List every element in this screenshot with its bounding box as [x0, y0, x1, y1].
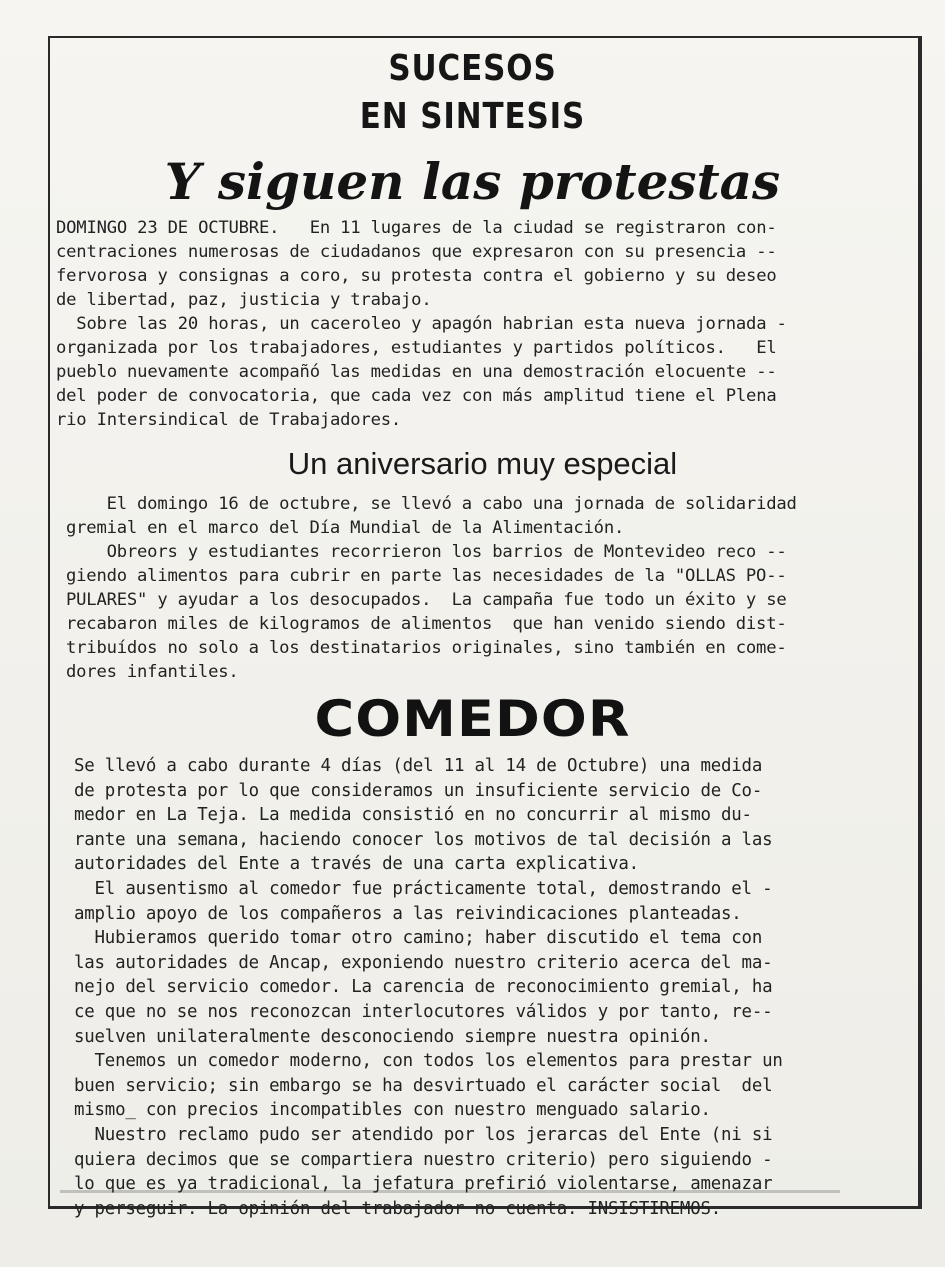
- main-headline: Y siguen las protestas: [164, 152, 781, 211]
- article-aniversario-body: El domingo 16 de octubre, se llevó a cabo una jornada de solidaridad gremial en el marco del Día Mundial de la Alimentación. Obreors y estudiantes recorrieron los barrios de Montevideo reco -- giendo alimentos para cubrir en parte las necesidades de la "OLLAS PO-- PULARES" y ayudar a los desocupados. La campaña fue todo un éxito y se recabaron miles de kilogramos de alimentos que han venido siendo dist- tribuídos no solo a los destinatarios originales, sino también en come- dores infantiles.: [66, 494, 797, 682]
- article-protestas-body: DOMINGO 23 DE OCTUBRE. En 11 lugares de la ciudad se registraron con- centraciones numerosas de ciudadanos que expresaron con su presencia -- fervorosa y consignas a coro, su protesta contra el gobierno y su deseo de libertad, paz, justicia y trabajo. Sobre las 20 horas, un caceroleo y apagón habrian esta nueva jornada - organizada por los trabajadores, estudiantes y partidos políticos. El pueblo nuevamente acompañó las medidas en una demostración elocuente -- del poder de convocatoria, que cada vez con más amplitud tiene el Plena rio Intersindical de Trabajadores.: [56, 218, 787, 430]
- article-comedor-title: COMEDOR: [314, 690, 631, 748]
- underline-smudge: [60, 1190, 840, 1193]
- article-aniversario-title: Un aniversario muy especial: [287, 446, 678, 481]
- section-kicker-line2: EN SINTESIS: [359, 96, 586, 137]
- article-comedor-body: Se llevó a cabo durante 4 días (del 11 al 14 de Octubre) una medida de protesta por lo que consideramos un insuficiente servicio de Co- medor en La Teja. La medida consistió en no concurrir al mismo du- rante una semana, haciendo conocer los motivos de tal decisión a las autoridades del Ente a través de una carta explicativa. El ausentismo al comedor fue prácticamente total, demostrando el - amplio apoyo de los compañeros a las reivindicaciones planteadas. Hubieramos querido tomar otro camino; haber discutido el tema con las autoridades de Ancap, exponiendo nuestro criterio acerca del ma- nejo del servicio comedor. La carencia de reconocimiento gremial, ha ce que no se nos reconozcan interlocutores válidos y por tanto, re-- suelven unilateralmente desconociendo siempre nuestra opinión. Tenemos un comedor moderno, con todos los elementos para prestar un buen servicio; sin embargo se ha desvirtuado el carácter social del mismo_ con precios incompatibles con nuestro menguado salario. Nuestro reclamo pudo ser atendido por los jerarcas del Ente (ni si quiera decimos que se compartiera nuestro criterio) pero siguiendo - lo que es ya tradicional, la jefatura prefirió violentarse, amenazar y perseguir. La opinión del trabajador no cuenta. INSISTIREMOS.: [74, 756, 783, 1219]
- section-kicker-line1: SUCESOS: [388, 48, 557, 89]
